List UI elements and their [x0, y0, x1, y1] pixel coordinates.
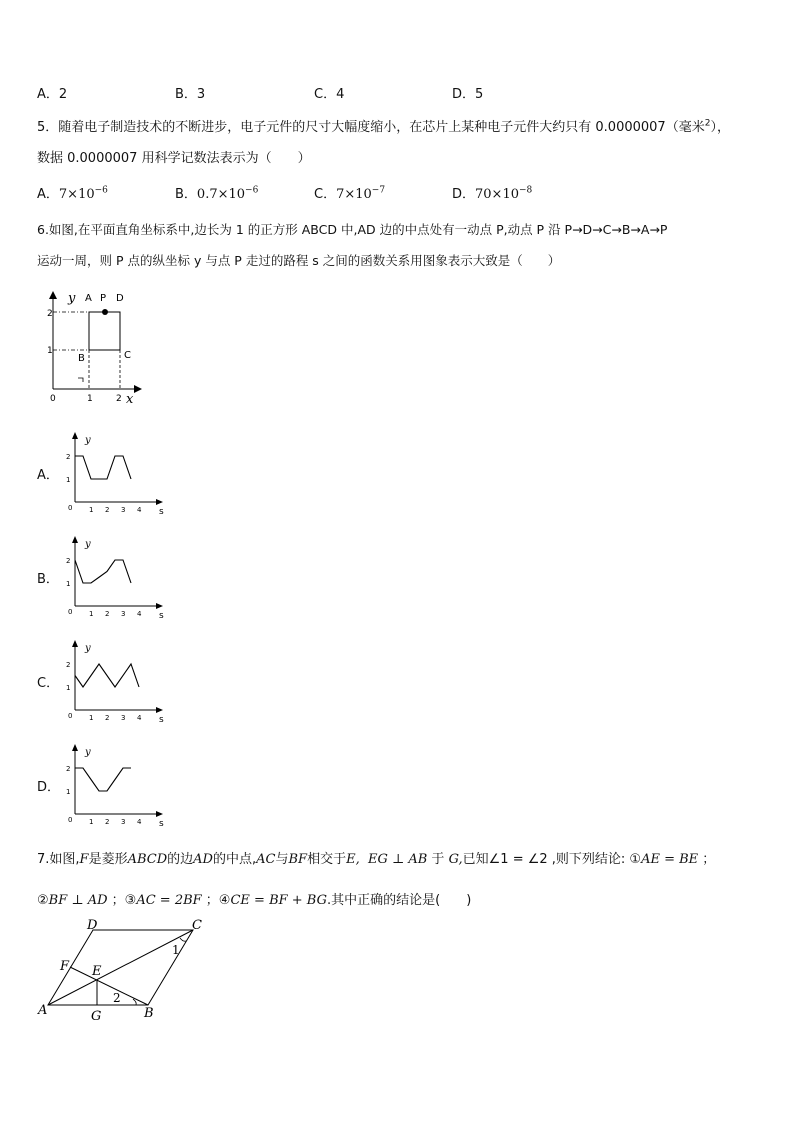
q7-math-abcd: ABCD — [127, 852, 168, 867]
graph-x-tick: 3 — [121, 610, 126, 618]
q6-graph-a — [64, 430, 174, 514]
point-p — [102, 309, 108, 315]
graph-origin: 0 — [68, 608, 73, 616]
x-axis-arrow — [156, 499, 163, 505]
square-abcd — [89, 312, 120, 350]
q5-option-d-exponent: −8 — [519, 185, 533, 196]
graph-y-tick: 1 — [66, 684, 71, 692]
graph-x-tick: 1 — [89, 610, 94, 618]
q7-text: 与 — [275, 852, 289, 867]
q5-option-c-letter: C． — [314, 187, 337, 202]
q5-option-d-letter: D． — [452, 187, 476, 202]
q6-graph-c — [64, 638, 174, 722]
graph-x-tick: 2 — [105, 610, 110, 618]
graph-curve — [75, 768, 131, 791]
q6-graph-b — [64, 534, 174, 618]
angle-2-arc — [133, 999, 136, 1005]
q5-option-a-exponent: −6 — [94, 185, 108, 196]
q7-math-ce: CE = BF + BG — [230, 893, 327, 908]
q7-math-e: E, — [346, 852, 360, 867]
q4-option-c: C．4 — [314, 87, 345, 102]
q7-math-eg-perp-ab: EG ⊥ AB — [367, 852, 428, 867]
q7-text: .其中正确的结论是( ) — [326, 893, 472, 908]
q7-math-bf-perp-ad: BF ⊥ AD — [48, 893, 108, 908]
q5-stem-text: 5．随着电子制造技术的不断进步，电子元件的尺寸大幅度缩小，在芯片上某种电子元件大约只有 0.0000007（毫米 — [37, 120, 705, 135]
y-axis-arrow — [72, 640, 78, 647]
angle-1-arc — [180, 938, 186, 941]
tick-x2: 2 — [116, 394, 122, 404]
q5-option-b-exponent: −6 — [245, 185, 259, 196]
q7-text: 是菱形 — [88, 852, 128, 867]
q5-option-c-mantissa: 7×10 — [336, 187, 372, 202]
graph-y-tick: 1 — [66, 580, 71, 588]
label-b: B — [78, 353, 85, 364]
graph-y-label: y — [85, 539, 91, 550]
q7-text: 的边 — [167, 852, 194, 867]
y-axis-arrow — [72, 536, 78, 543]
graph-x-tick: 3 — [121, 818, 126, 826]
q7-text: 7.如图, — [37, 852, 80, 867]
q7-text: 的中点, — [212, 852, 257, 867]
y-axis-arrow — [72, 744, 78, 751]
q5-option-c-exponent: −7 — [371, 185, 386, 196]
segment-bf — [70, 967, 148, 1005]
q6-graph-d — [64, 742, 174, 826]
graph-x-label: s — [159, 819, 164, 826]
label-b: B — [144, 1006, 154, 1021]
q5-stem-line2: 数据 0.0000007 用科学记数法表示为（ ） — [37, 151, 311, 166]
x-axis-arrow — [134, 385, 142, 393]
q6-stem-line1: 6.如图,在平面直角坐标系中,边长为 1 的正方形 ABCD 中,AD 边的中点处有一动点 P,动点 P 沿 P→D→C→B→A→P — [37, 222, 668, 237]
q4-option-a: A．2 — [37, 87, 68, 102]
graph-curve — [75, 664, 139, 687]
q7-rhombus-figure — [30, 912, 210, 1024]
q6-option-d-label: D． — [37, 780, 61, 795]
label-f: F — [60, 959, 70, 974]
right-angle-mark — [78, 378, 83, 382]
y-axis-arrow — [72, 432, 78, 439]
label-c: C — [192, 918, 202, 933]
q7-math-ac: AC — [256, 852, 276, 867]
q5-option-a-letter: A． — [37, 187, 59, 202]
graph-x-tick: 3 — [121, 506, 126, 514]
q7-stem-line2 — [37, 889, 471, 908]
graph-curve — [75, 560, 131, 583]
label-x: x — [126, 392, 134, 405]
label-d: D — [116, 293, 124, 304]
q7-text: 已知∠1 = ∠2 ,则下列结论: ① — [462, 852, 642, 867]
q7-math-f: F — [79, 852, 89, 867]
x-axis-arrow — [156, 707, 163, 713]
tick-y1: 1 — [47, 346, 53, 356]
graph-x-label: s — [159, 507, 164, 514]
graph-y-tick: 1 — [66, 476, 71, 484]
tick-x1: 1 — [87, 394, 93, 404]
graph-origin: 0 — [68, 816, 73, 824]
q7-math-g: G, — [448, 852, 463, 867]
graph-x-tick: 4 — [137, 714, 142, 722]
graph-y-label: y — [85, 643, 91, 654]
graph-x-tick: 2 — [105, 714, 110, 722]
q4-option-b: B．3 — [175, 87, 206, 102]
graph-origin: 0 — [68, 504, 73, 512]
label-angle-2: 2 — [113, 991, 121, 1005]
graph-y-label: y — [85, 435, 91, 446]
q6-stem-line2: 运动一周，则 P 点的纵坐标 y 与点 P 走过的路程 s 之间的函数关系用图象表示大致是（ ） — [37, 253, 561, 268]
graph-x-tick: 4 — [137, 506, 142, 514]
q7-math-ac-2bf: AC = 2BF — [136, 893, 202, 908]
label-g: G — [91, 1009, 102, 1024]
q5-option-d — [452, 183, 532, 202]
q6-square-figure — [38, 285, 148, 405]
graph-origin: 0 — [68, 712, 73, 720]
x-axis-arrow — [156, 811, 163, 817]
q5-option-b-mantissa: 0.7×10 — [196, 187, 246, 202]
graph-x-tick: 1 — [89, 818, 94, 826]
q7-math-ae-be: AE = BE — [641, 852, 699, 867]
q7-math-ad: AD — [193, 852, 213, 867]
q5-option-d-mantissa: 70×10 — [475, 187, 519, 202]
label-a: A — [85, 293, 92, 304]
x-axis-arrow — [156, 603, 163, 609]
q6-option-b-label: B． — [37, 572, 59, 587]
q5-stem-line1 — [37, 116, 730, 135]
graph-x-tick: 1 — [89, 506, 94, 514]
q4-option-d: D．5 — [452, 87, 484, 102]
q7-text: 于 — [431, 852, 445, 867]
graph-y-tick: 2 — [66, 453, 71, 461]
label-angle-1: 1 — [172, 943, 180, 957]
label-c: C — [124, 350, 131, 361]
graph-x-tick: 3 — [121, 714, 126, 722]
q5-option-b — [175, 183, 258, 202]
y-axis-arrow — [49, 291, 57, 299]
q7-math-bf: BF — [288, 852, 308, 867]
tick-y2: 2 — [47, 309, 53, 319]
graph-y-tick: 2 — [66, 557, 71, 565]
graph-curve — [75, 456, 131, 479]
q7-text: ； — [698, 852, 716, 867]
label-p: P — [100, 293, 107, 304]
graph-y-tick: 2 — [66, 765, 71, 773]
q6-option-c-label: C． — [37, 676, 60, 691]
graph-x-tick: 2 — [105, 818, 110, 826]
label-d: D — [87, 918, 98, 933]
graph-y-tick: 2 — [66, 661, 71, 669]
q7-stem-line1 — [37, 848, 715, 867]
label-e: E — [92, 964, 102, 979]
graph-y-label: y — [85, 747, 91, 758]
q7-text: ；③ — [107, 893, 137, 908]
q5-stem-end: ）， — [710, 120, 730, 135]
graph-x-label: s — [159, 611, 164, 618]
graph-x-tick: 4 — [137, 818, 142, 826]
q7-text: 相交于 — [307, 852, 347, 867]
q5-option-c — [314, 183, 385, 202]
q7-text: ；④ — [201, 893, 231, 908]
q5-option-a-mantissa: 7×10 — [58, 187, 95, 202]
graph-y-tick: 1 — [66, 788, 71, 796]
q5-option-b-letter: B． — [175, 187, 197, 202]
label-y: y — [68, 291, 76, 306]
q7-text: ② — [37, 893, 49, 908]
graph-x-tick: 2 — [105, 506, 110, 514]
graph-x-label: s — [159, 715, 164, 722]
graph-x-tick: 4 — [137, 610, 142, 618]
q6-option-a-label: A． — [37, 468, 59, 483]
label-origin: 0 — [50, 394, 56, 404]
q5-sup: 2 — [704, 118, 711, 129]
q5-option-a — [37, 183, 108, 202]
label-a: A — [38, 1003, 48, 1018]
graph-x-tick: 1 — [89, 714, 94, 722]
